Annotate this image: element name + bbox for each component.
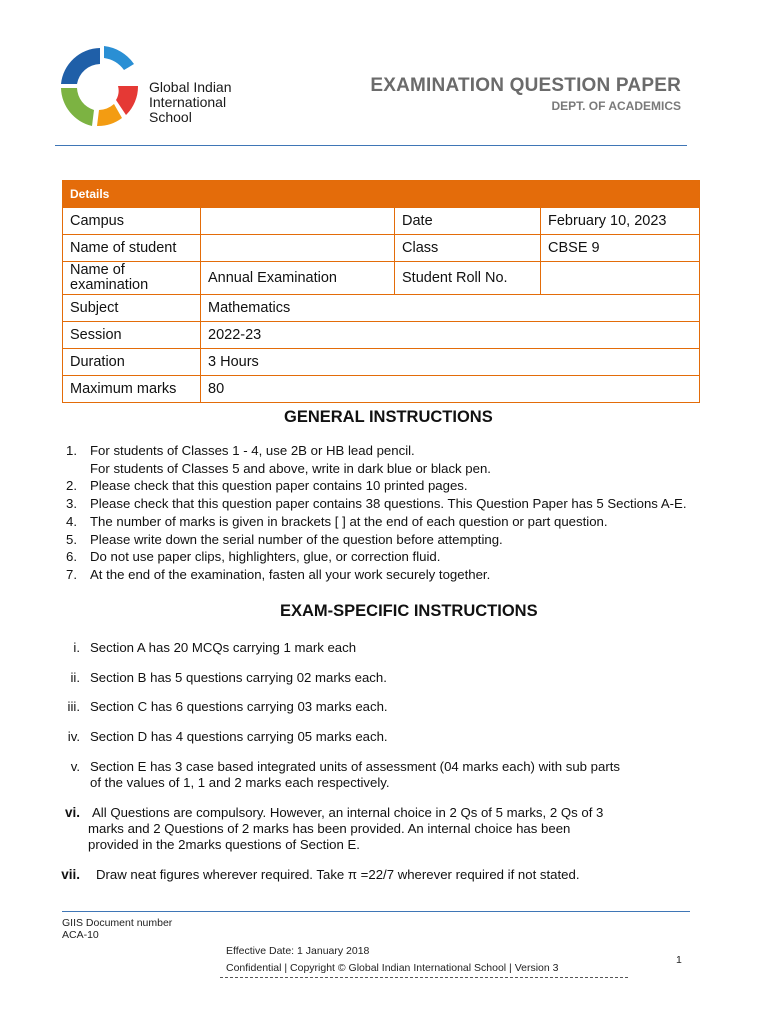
list-item-line: of the values of 1, 1 and 2 marks each respectively. <box>90 775 390 790</box>
list-item-number: 2. <box>66 478 77 494</box>
session-label: Session <box>63 322 201 349</box>
doc-number: ACA-10 <box>62 929 99 941</box>
list-item-number: i. <box>73 640 80 655</box>
list-item-text: For students of Classes 1 - 4, use 2B or HB lead pencil. <box>90 443 415 458</box>
list-item-text: At the end of the examination, fasten all your work securely together. <box>90 566 491 582</box>
list-item-number: 6. <box>66 549 77 565</box>
list-item-line: Section B has 5 questions carrying 02 marks each. <box>90 670 387 685</box>
doc-number-label: GIIS Document number <box>62 917 173 929</box>
list-item-text <box>96 867 580 883</box>
list-item-number: 1. <box>66 443 77 458</box>
page-number: 1 <box>676 954 682 966</box>
max-marks-label: Maximum marks <box>63 376 201 403</box>
list-item-line: Section E has 3 case based integrated units of assessment (04 marks each) with sub parts <box>90 759 620 774</box>
school-name-line-3: School <box>149 109 192 125</box>
list-item-number: iii. <box>67 699 80 714</box>
list-item-line: Section D has 4 questions carrying 05 marks each. <box>90 729 388 744</box>
confidential-line: Confidential | Copyright © Global Indian International School | Version 3 <box>226 962 559 974</box>
list-item-text <box>90 729 388 745</box>
list-item-text <box>90 670 387 686</box>
list-item-text: Do not use paper clips, highlighters, glue, or correction fluid. <box>90 549 441 565</box>
class-value: CBSE 9 <box>541 235 700 262</box>
list-item-line: Section A has 20 MCQs carrying 1 mark each <box>90 640 357 655</box>
list-item-text <box>90 640 356 656</box>
exam-name-value: Annual Examination <box>201 262 395 295</box>
list-item-text: The number of marks is given in brackets [ ] at the end of each question or part question. <box>90 513 608 529</box>
list-item-number: vi. <box>64 805 80 820</box>
exam-name-label: Name of examination <box>63 262 201 295</box>
list-item-text <box>90 759 620 791</box>
list-item-number: vii. <box>61 867 80 882</box>
list-item-number: 7. <box>66 566 77 582</box>
student-name-label: Name of student <box>63 235 201 262</box>
list-item-text: For students of Classes 5 and above, write in dark blue or black pen. <box>90 460 491 476</box>
list-item-number: iv. <box>67 729 80 744</box>
exam-instructions-title: EXAM-SPECIFIC INSTRUCTIONS <box>280 602 538 620</box>
footer-dashed-rule <box>220 977 628 978</box>
general-instructions-title: GENERAL INSTRUCTIONS <box>284 408 493 426</box>
subject-value: Mathematics <box>201 295 700 322</box>
list-item-line: Draw neat figures wherever required. Take π =22/7 wherever required if not stated. <box>96 867 580 882</box>
list-item-text: Please check that this question paper contains 38 questions. This Question Paper has 5 Sections A-E. <box>90 496 687 512</box>
list-item-line: marks and 2 Questions of 2 marks has been provided. An internal choice has been <box>88 821 571 836</box>
list-item-number: v. <box>70 759 80 774</box>
list-item-number: ii. <box>70 670 80 685</box>
school-name-line-1: Global Indian <box>149 79 232 95</box>
list-item-number: 3. <box>66 496 77 512</box>
duration-label: Duration <box>63 349 201 376</box>
school-name-line-2: International <box>149 94 227 110</box>
list-item-line: Section C has 6 questions carrying 03 marks each. <box>90 699 388 714</box>
list-item-text: Please check that this question paper contains 10 printed pages. <box>90 478 468 494</box>
date-value: February 10, 2023 <box>541 208 700 235</box>
list-item-number: 4. <box>66 513 77 529</box>
duration-value: 3 Hours <box>201 349 700 376</box>
footer-divider <box>62 911 690 912</box>
campus-label: Campus <box>63 208 201 235</box>
max-marks-value: 80 <box>201 376 700 403</box>
list-item-line: provided in the 2marks questions of Section E. <box>88 837 360 852</box>
list-item-text: Please write down the serial number of the question before attempting. <box>90 531 503 547</box>
roll-no-label: Student Roll No. <box>395 262 541 295</box>
department-label: DEPT. OF ACADEMICS <box>551 99 681 113</box>
effective-date: Effective Date: 1 January 2018 <box>226 945 370 957</box>
document-title: EXAMINATION QUESTION PAPER <box>370 75 681 96</box>
list-item-number: 5. <box>66 531 77 547</box>
list-item-text <box>88 805 604 853</box>
list-item-text <box>90 699 388 715</box>
class-label: Class <box>395 235 541 262</box>
details-header: Details <box>63 181 700 208</box>
subject-label: Subject <box>63 295 201 322</box>
exam-instructions-list <box>50 0 730 1024</box>
date-label: Date <box>395 208 541 235</box>
session-value: 2022-23 <box>201 322 700 349</box>
list-item-line: All Questions are compulsory. However, an internal choice in 2 Qs of 5 marks, 2 Qs of 3 <box>92 805 604 820</box>
